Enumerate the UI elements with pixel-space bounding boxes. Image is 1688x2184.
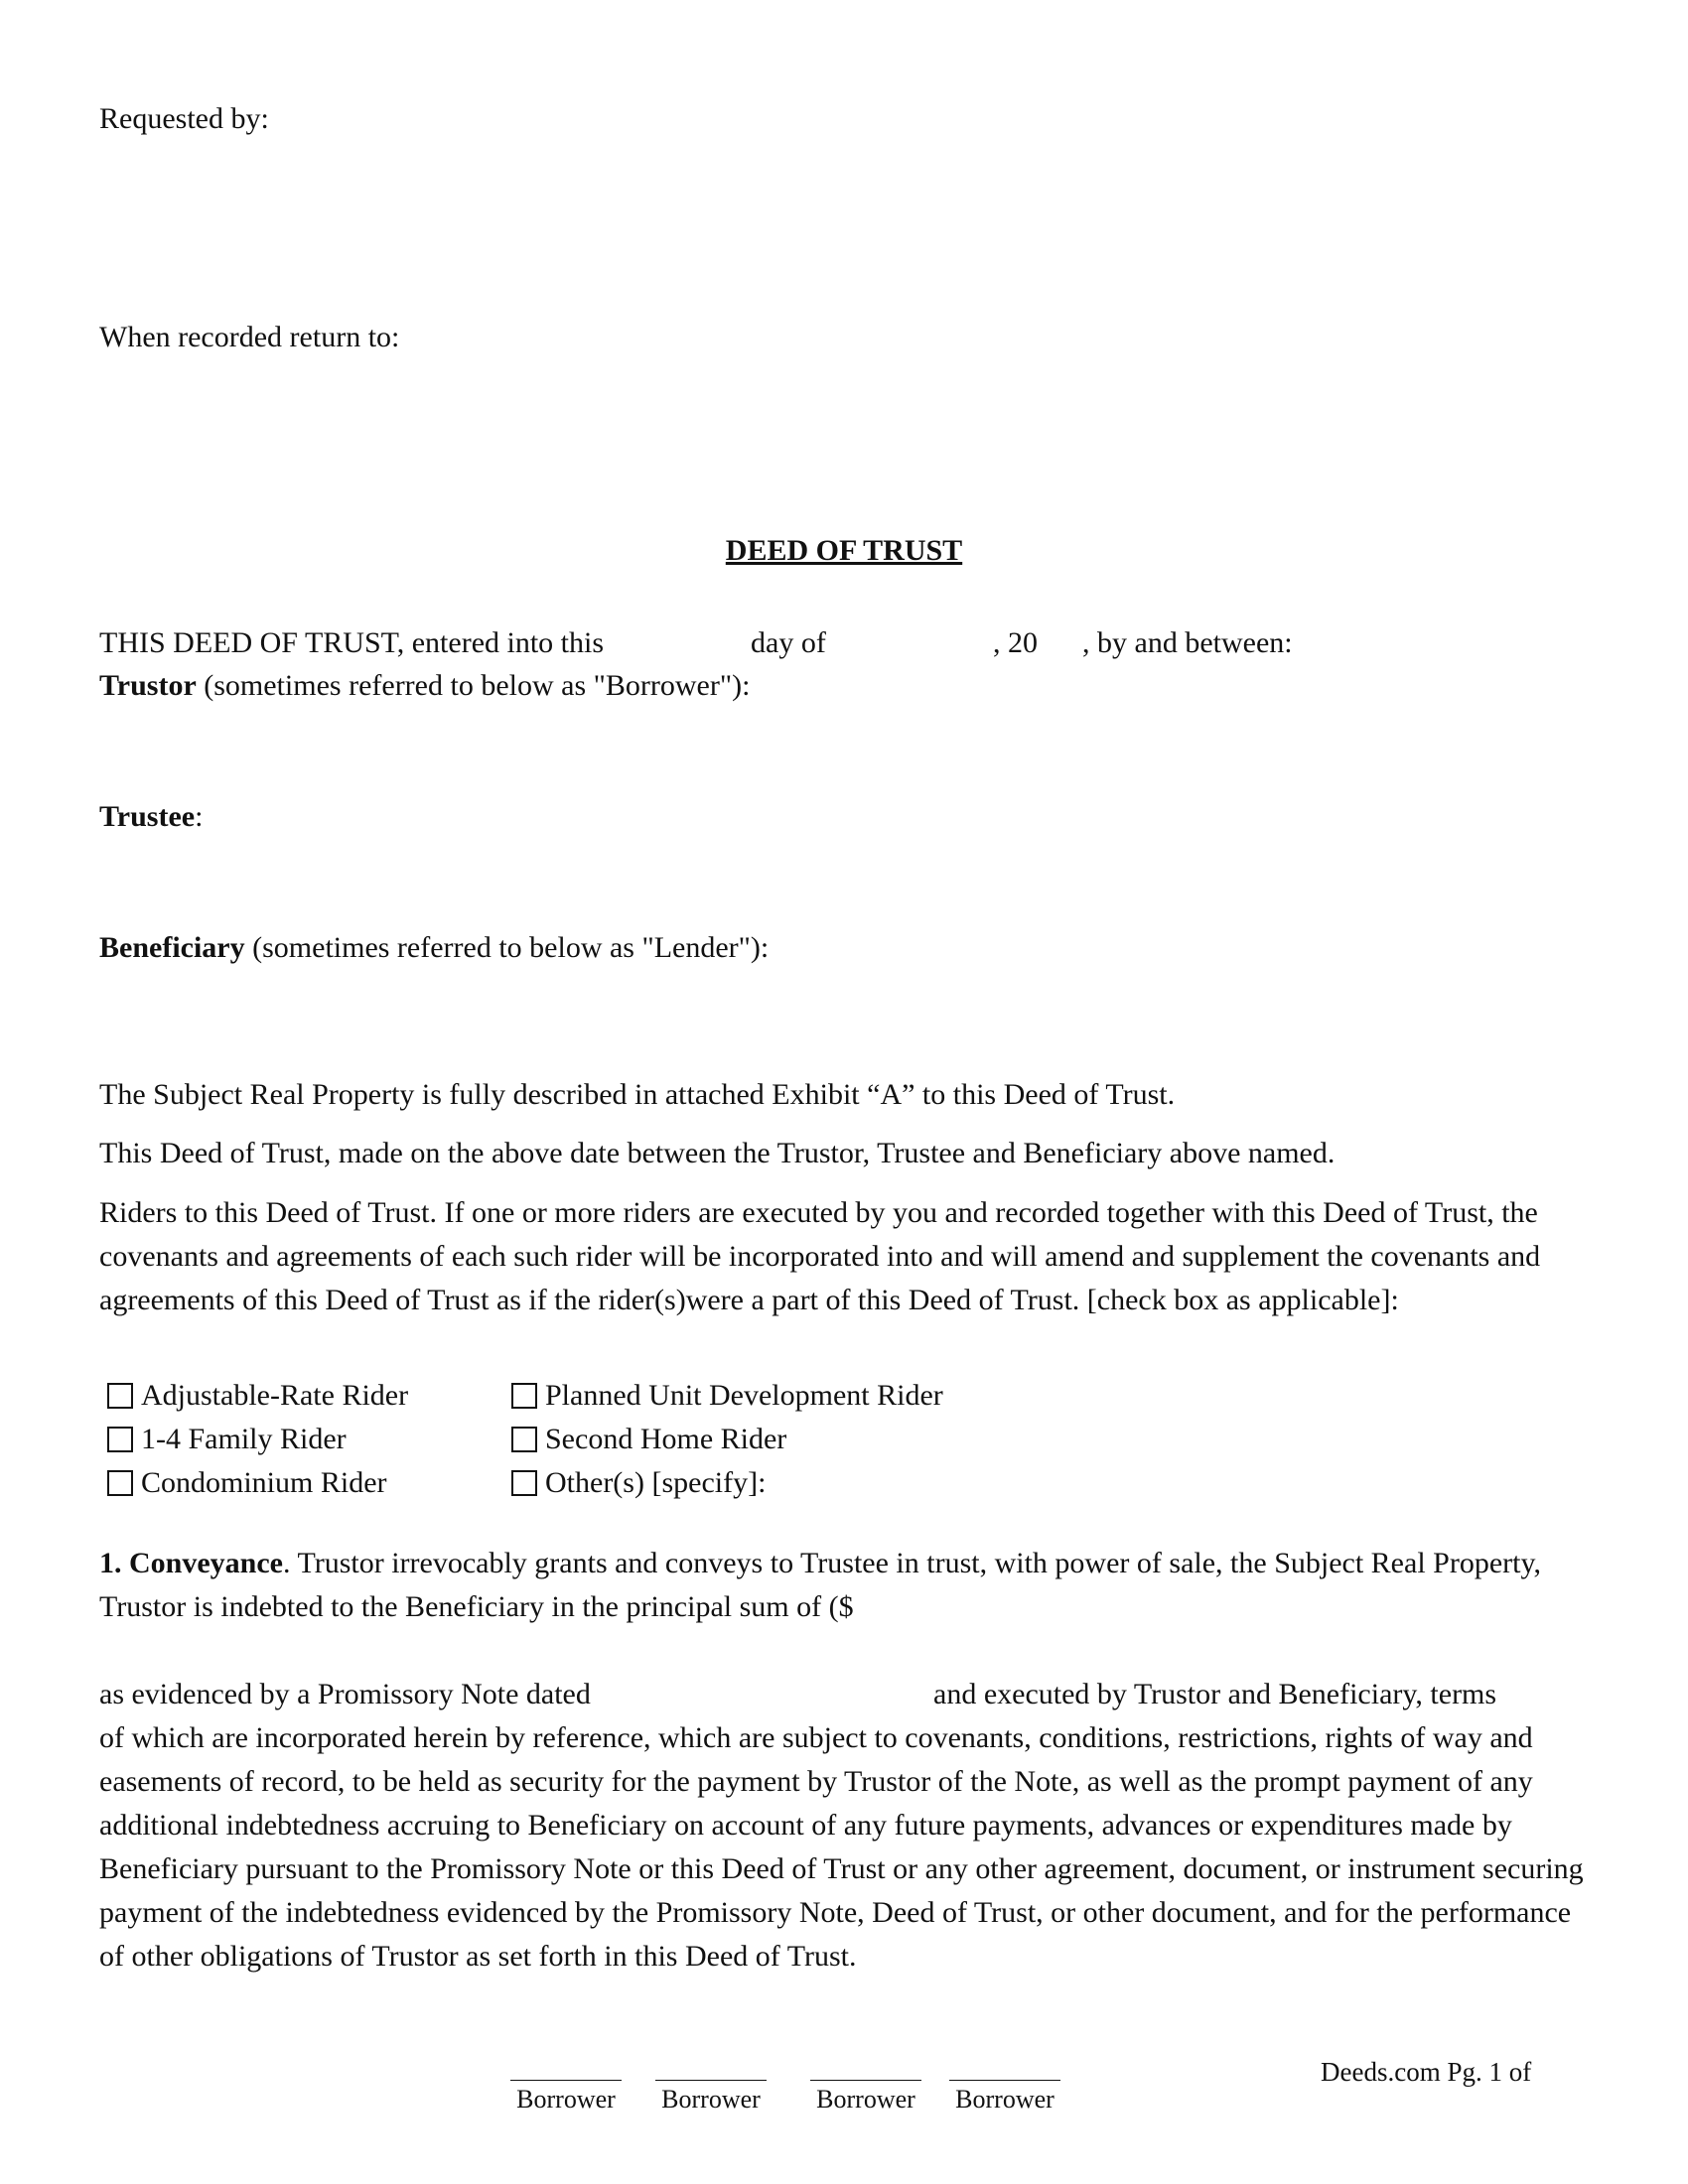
conveyance-paragraph xyxy=(99,1542,1589,1629)
signature-line xyxy=(810,2080,921,2081)
rider-label: Condominium Rider xyxy=(141,1466,387,1499)
requested-by-label: Requested by: xyxy=(99,102,269,135)
signature-label: Borrower xyxy=(816,2085,915,2114)
signature-block xyxy=(949,2080,1060,2115)
executed-by-text: and executed by Trustor and Beneficiary, terms xyxy=(933,1678,1497,1710)
signature-block xyxy=(510,2080,622,2115)
trustor-note: (sometimes referred to below as "Borrower"): xyxy=(196,669,751,702)
intro-line-start: THIS DEED OF TRUST, entered into this xyxy=(99,626,605,659)
page-footer: Deeds.com Pg. 1 of xyxy=(1321,2057,1532,2087)
beneficiary-note: (sometimes referred to below as "Lender"): xyxy=(244,931,770,964)
trustee-label: Trustee xyxy=(99,800,196,833)
rider-option[interactable] xyxy=(511,1461,766,1505)
signature-line xyxy=(510,2080,622,2081)
return-to-label: When recorded return to: xyxy=(99,321,400,353)
rider-label: Adjustable-Rate Rider xyxy=(141,1379,409,1412)
checkbox[interactable] xyxy=(511,1470,537,1496)
evidenced-by-text: as evidenced by a Promissory Note dated xyxy=(99,1678,591,1710)
rider-option[interactable] xyxy=(107,1374,408,1418)
beneficiary-line xyxy=(99,926,769,970)
trustor-label: Trustor xyxy=(99,669,197,702)
conveyance-heading: 1. Conveyance xyxy=(99,1547,283,1579)
rider-label: 1-4 Family Rider xyxy=(141,1423,347,1455)
intro-day-of: day of xyxy=(751,626,826,659)
rider-option[interactable] xyxy=(511,1418,786,1461)
subject-property-text: The Subject Real Property is fully described in attached Exhibit “A” to this Deed of Trust. xyxy=(99,1078,1176,1111)
rider-label: Second Home Rider xyxy=(545,1423,787,1455)
rider-label: Other(s) [specify]: xyxy=(545,1466,767,1499)
trustee-suffix: : xyxy=(195,800,204,833)
riders-paragraph xyxy=(99,1191,1589,1322)
signature-label: Borrower xyxy=(661,2085,761,2114)
conveyance-text: . Trustor irrevocably grants and conveys to Trustee in trust, with power of sale, the Subject Real Property, Trustor is indebted to the Beneficiary in the principal sum of ($ xyxy=(99,1547,1542,1623)
signature-label: Borrower xyxy=(955,2085,1055,2114)
beneficiary-label: Beneficiary xyxy=(99,931,245,964)
signature-label: Borrower xyxy=(516,2085,616,2114)
trustee-line xyxy=(99,795,203,839)
intro-year-prefix: , 20 xyxy=(993,626,1038,659)
conveyance-rest-text: of which are incorporated herein by reference, which are subject to covenants, conditions, restrictions, rights of way and easements of record, to be held as security for the payment by Trustor of the Note, as well as the prompt payment of any additional indebtedness accruing to Beneficiary on account of any future payments, advances or expenditures made by Beneficiary pursuant to the Promissory Note or this Deed of Trust or any other agreement, document, or instrument securing payment of the indebtedness evidenced by the Promissory Note, Deed of Trust, or other document, and for the performance of other obligations of Trustor as set forth in this Deed of Trust. xyxy=(99,1721,1584,1973)
riders-text: Riders to this Deed of Trust. If one or more riders are executed by you and recorded together with this Deed of Trust, the covenants and agreements of each such rider will be incorporated into and will amend and supplement the covenants and agreements of this Deed of Trust as if the rider(s)were a part of this Deed of Trust. [check box as applicable]: xyxy=(99,1196,1541,1316)
trustor-line xyxy=(99,664,750,708)
signature-block xyxy=(810,2080,921,2115)
checkbox[interactable] xyxy=(511,1383,537,1409)
checkbox[interactable] xyxy=(511,1427,537,1452)
rider-label: Planned Unit Development Rider xyxy=(545,1379,943,1412)
signature-line xyxy=(949,2080,1060,2081)
checkbox[interactable] xyxy=(107,1427,133,1452)
rider-option[interactable] xyxy=(107,1461,387,1505)
signature-block xyxy=(655,2080,767,2115)
document-title: DEED OF TRUST xyxy=(725,534,963,567)
conveyance-rest-paragraph xyxy=(99,1716,1589,1979)
checkbox[interactable] xyxy=(107,1383,133,1409)
signature-line xyxy=(655,2080,767,2081)
rider-option[interactable] xyxy=(107,1418,347,1461)
rider-option[interactable] xyxy=(511,1374,943,1418)
checkbox[interactable] xyxy=(107,1470,133,1496)
made-on-text: This Deed of Trust, made on the above date between the Trustor, Trustee and Beneficiary above named. xyxy=(99,1137,1336,1169)
intro-by-and-between: , by and between: xyxy=(1082,626,1293,659)
